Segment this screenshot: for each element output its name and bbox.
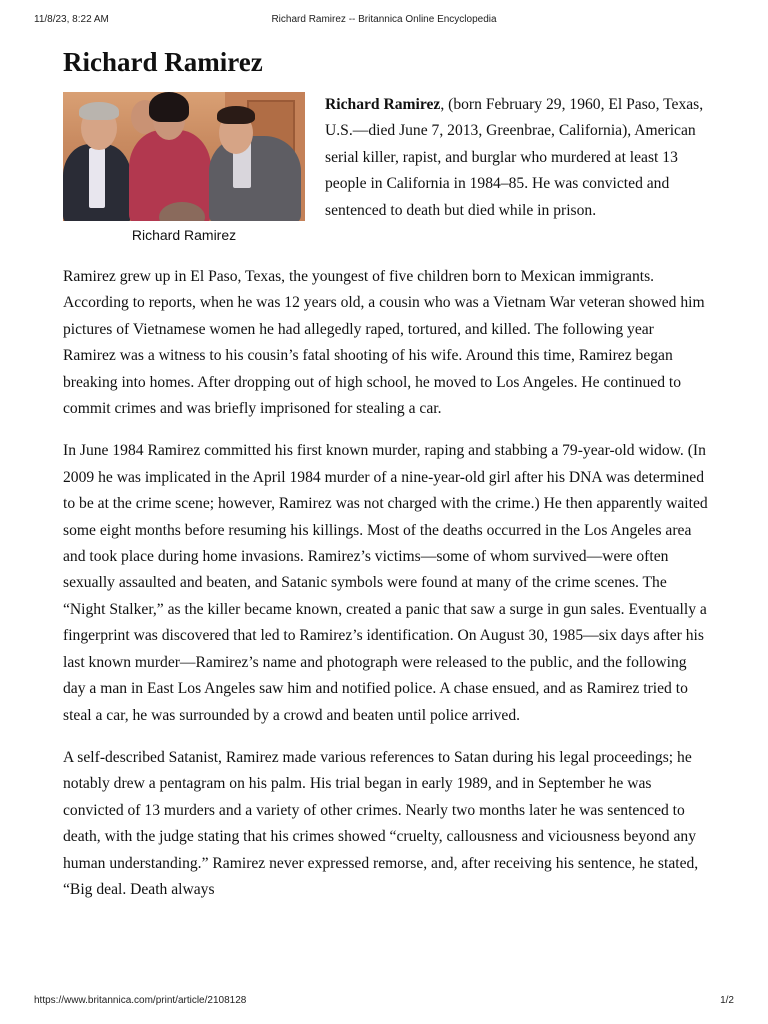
article-title: Richard Ramirez: [63, 47, 263, 77]
photo-shirt-left: [89, 148, 105, 208]
photo-hair-center: [149, 92, 189, 122]
print-page-number: 1/2: [720, 995, 734, 1006]
photo-hair-left: [79, 102, 119, 120]
print-datetime: 11/8/23, 8:22 AM: [34, 14, 109, 25]
article-body: [63, 264, 708, 903]
body-paragraph: A self-described Satanist, Ramirez made various references to Satan during his legal proceedings; he notably drew a pentagram on his palm. His trial began in early 1989, and in September he was convicted of 13 murders and a variety of other crimes. Nearly two months later he was sentenced to death, with the judge stating that his crimes showed “cruelty, callousness and viciousness beyond any human understanding.” Ramirez never expressed remorse, and, after receiving his sentence, he stated, “Big deal. Death always: [63, 748, 699, 898]
article-intro: [63, 92, 708, 256]
print-header: [0, 14, 768, 30]
article-photo[interactable]: [63, 92, 305, 221]
figure-caption: Richard Ramirez: [131, 227, 237, 243]
photo-hair-right: [217, 106, 255, 124]
intro-name: Richard Ramirez: [325, 96, 441, 113]
print-page-title: Richard Ramirez -- Britannica Online Encyclopedia: [271, 14, 497, 25]
intro-text: , (born February 29, 1960, El Paso, Texas, U.S.—died June 7, 2013, Greenbrae, California), American serial killer, rapist, and burglar who murdered at least 13 people in California in 1984–85. He was convicted and sentenced to death but died while in prison.: [325, 96, 704, 219]
body-paragraph: Ramirez grew up in El Paso, Texas, the youngest of five children born to Mexican immigrants. According to reports, when he was 12 years old, a cousin who was a Vietnam War veteran showed him pictures of Vietnamese women he had allegedly raped, tortured, and killed. The following year Ramirez was a witness to his cousin’s fatal shooting of his wife. Around this time, Ramirez began breaking into homes. After dropping out of high school, he moved to Los Angeles. He continued to commit crimes and was briefly imprisoned for stealing a car.: [63, 268, 705, 418]
intro-paragraph: [325, 92, 709, 224]
article-figure: [63, 92, 305, 243]
print-footer: [0, 995, 768, 1011]
article: [63, 44, 708, 919]
photo-figure-right: [209, 136, 301, 221]
body-paragraph: In June 1984 Ramirez committed his first known murder, raping and stabbing a 79-year-old widow. (In 2009 he was implicated in the April 1984 murder of a nine-year-old girl after his DNA was determined to be at the crime scene; however, Ramirez was not charged with the crime.) He then apparently waited some eight months before resuming his killings. Most of the deaths occurred in the Los Angeles area and took place during home invasions. Ramirez’s victims—some of whom survived—were often sexually assaulted and beaten, and Satanic symbols were found at many of the crime scenes. The “Night Stalker,” as the killer became known, created a panic that saw a surge in gun sales. Eventually a fingerprint was discovered that led to Ramirez’s identification. On August 30, 1985—six days after his last known murder—Ramirez’s name and photograph were released to the public, and the following day a man in East Los Angeles saw him and notified police. A chase ensued, and as Ramirez tried to steal a car, he was surrounded by a crowd and beaten until police arrived.: [63, 442, 708, 724]
print-url[interactable]: https://www.britannica.com/print/article/2108128: [34, 995, 247, 1006]
